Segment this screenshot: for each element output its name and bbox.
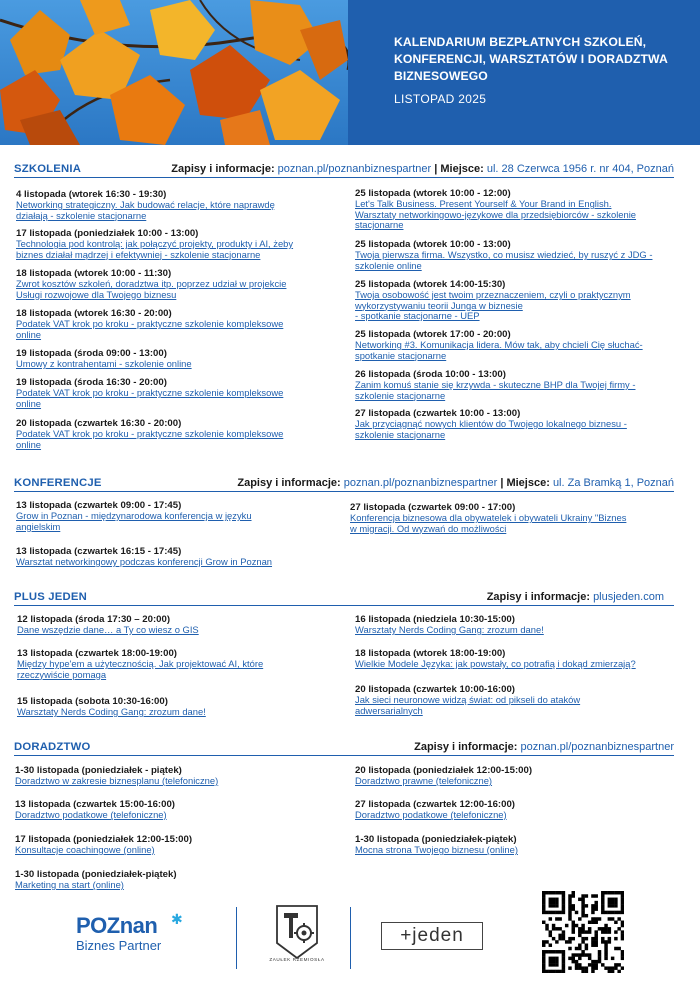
event-date: 16 listopada (niedziela 10:30-15:00): [355, 614, 515, 625]
event-link[interactable]: Zwrot kosztów szkoleń, doradztwa itp. poprzez udział w projekcie: [16, 278, 287, 289]
event-date: 26 listopada (środa 10:00 - 13:00): [355, 369, 506, 380]
event-date: 27 listopada (czwartek 09:00 - 17:00): [350, 502, 516, 513]
event-link[interactable]: Mocna strona Twojego biznesu (online): [355, 844, 518, 855]
event-date: 17 listopada (poniedziałek 12:00-15:00): [15, 834, 193, 845]
section-title: SZKOLENIA: [14, 163, 82, 175]
event-link[interactable]: Doradztwo prawne (telefoniczne): [355, 775, 493, 786]
event-link[interactable]: Let's Talk Business. Present Yourself & Your Brand in English.: [355, 198, 612, 209]
poznan-logo-word: POZnan: [76, 913, 158, 938]
event-date: 1-30 listopada (poniedziałek - piątek): [15, 765, 182, 776]
event-item: [355, 279, 673, 322]
section-header: [14, 162, 674, 178]
info-label: Zapisy i informacje:: [486, 591, 590, 603]
event-item: [16, 418, 316, 450]
event-link[interactable]: spotkanie stacjonarne: [355, 349, 447, 361]
header: [0, 0, 700, 145]
event-link[interactable]: adwersarialnych: [355, 704, 423, 716]
section-szkolenia: [14, 162, 674, 450]
event-link[interactable]: Marketing na start (online): [15, 879, 124, 890]
section-header: [14, 590, 674, 606]
event-item: [355, 799, 673, 821]
event-link[interactable]: w migracji. Od wyzwań do możliwości: [350, 522, 507, 534]
event-link[interactable]: Podatek VAT krok po kroku - praktyczne szkolenie kompleksowe: [16, 428, 284, 439]
event-item: [355, 408, 673, 440]
event-date: 20 listopada (poniedziałek 12:00-15:00): [355, 765, 533, 776]
event-date: 19 listopada (środa 09:00 - 13:00): [16, 348, 167, 359]
event-date: 20 listopada (czwartek 10:00-16:00): [355, 684, 515, 695]
event-date: 25 listopada (wtorek 10:00 - 13:00): [355, 239, 511, 250]
event-link[interactable]: Warsztaty networkingowo-językowe dla przedsiębiorców - szkolenie: [355, 208, 637, 220]
event-link[interactable]: Technologia pod kontrolą: jak połączyć projekty, produkty i AI, żeby: [16, 238, 294, 249]
event-link[interactable]: biznes działał mądrzej i efektywniej - szkolenie stacjonarne: [16, 248, 261, 260]
event-date: 13 listopada (czwartek 16:15 - 17:45): [16, 546, 182, 557]
section-title: DORADZTWO: [14, 741, 91, 753]
event-date: 1-30 listopada (poniedziałek-piątek): [355, 834, 517, 845]
info-label: Zapisy i informacje:: [171, 163, 275, 175]
event-item: [355, 765, 673, 787]
event-link[interactable]: Warsztaty Nerds Coding Gang: zrozum dane!: [355, 624, 544, 635]
event-item: [355, 684, 673, 716]
place-label: Miejsce:: [440, 163, 484, 175]
event-link[interactable]: Jak sieci neuronowe widzą świat: od pikseli do ataków: [355, 694, 581, 705]
event-link[interactable]: online: [16, 328, 42, 340]
page-title: KALENDARIUM BEZPŁATNYCH SZKOLEŃ, KONFERENCJI, WARSZTATÓW I DORADZTWA BIZNESOWEGO: [394, 35, 668, 83]
event-link[interactable]: Podatek VAT krok po kroku - praktyczne szkolenie kompleksowe: [16, 318, 284, 329]
section-title: PLUS JEDEN: [14, 591, 87, 603]
poznan-logo-sub: Biznes Partner: [76, 938, 162, 953]
divider: [236, 907, 237, 969]
event-link[interactable]: Warsztaty Nerds Coding Gang: zrozum dane!: [17, 706, 206, 717]
event-date: 27 listopada (czwartek 10:00 - 13:00): [355, 408, 521, 419]
event-date: 4 listopada (wtorek 16:30 - 19:30): [16, 189, 167, 200]
event-date: 18 listopada (wtorek 10:00 - 11:30): [16, 268, 172, 279]
section-header: [14, 740, 674, 756]
event-date: 27 listopada (czwartek 12:00-16:00): [355, 799, 515, 810]
info-link[interactable]: poznan.pl/poznanbiznespartner: [520, 741, 674, 753]
footer-logos: [0, 895, 700, 990]
event-date: 19 listopada (środa 16:30 - 20:00): [16, 377, 167, 388]
event-item: [16, 228, 316, 260]
separator: |: [500, 477, 504, 489]
qr-code-icon[interactable]: [542, 891, 624, 978]
event-link[interactable]: Dane wszędzie dane… a Ty co wiesz o GIS: [17, 624, 199, 635]
event-item: [17, 614, 317, 636]
info-link[interactable]: poznan.pl/poznanbiznespartner: [277, 163, 432, 175]
event-date: 18 listopada (wtorek 18:00-19:00): [355, 648, 506, 659]
page-subtitle: LISTOPAD 2025: [394, 92, 487, 106]
event-date: 18 listopada (wtorek 16:30 - 20:00): [16, 308, 172, 319]
event-date: 15 listopada (sobota 10:30-16:00): [17, 696, 168, 707]
event-date: 25 listopada (wtorek 17:00 - 20:00): [355, 329, 511, 340]
autumn-leaves-image: [0, 0, 348, 145]
event-item: [15, 869, 315, 891]
event-link[interactable]: stacjonarne: [355, 219, 404, 231]
event-item: [16, 348, 316, 370]
section-konferencje: [14, 476, 674, 567]
event-link[interactable]: Doradztwo podatkowe (telefoniczne): [15, 809, 167, 820]
event-date: 13 listopada (czwartek 09:00 - 17:45): [16, 500, 182, 511]
event-item: [16, 546, 316, 568]
event-link[interactable]: angielskim: [16, 520, 61, 532]
zaulek-rzemiosla-logo[interactable]: [269, 903, 325, 969]
event-item: [15, 834, 315, 856]
event-item: [16, 268, 316, 300]
event-link[interactable]: online: [16, 438, 42, 450]
event-item: [16, 377, 316, 409]
divider: [350, 907, 351, 969]
section-info: [171, 163, 674, 175]
event-link[interactable]: Jak przyciągnąć nowych klientów do Twojego lokalnego biznesu -: [355, 418, 627, 429]
event-link[interactable]: Usługi rozwojowe dla Twojego biznesu: [16, 288, 177, 300]
info-link[interactable]: plusjeden.com: [593, 591, 664, 603]
event-date: 12 listopada (środa 17:30 – 20:00): [17, 614, 171, 625]
info-link[interactable]: poznan.pl/poznanbiznespartner: [343, 477, 498, 489]
event-date: 20 listopada (czwartek 16:30 - 20:00): [16, 418, 182, 429]
event-item: [17, 696, 317, 718]
event-link[interactable]: Umowy z kontrahentami - szkolenie online: [16, 358, 192, 369]
star-icon: ✱: [171, 911, 183, 927]
section-info: [487, 591, 664, 603]
plus-jeden-logo[interactable]: +jeden: [381, 922, 483, 950]
event-link[interactable]: Wielkie Modele Języka: jak powstały, co potrafią i dokąd zmierzają?: [355, 658, 636, 669]
event-link[interactable]: - spotkanie stacjonarne - UEP: [355, 310, 480, 322]
zaulek-text: ZAUŁEK RZEMIOSŁA: [269, 957, 325, 962]
event-date: 13 listopada (czwartek 18:00-19:00): [17, 648, 177, 659]
event-link[interactable]: Doradztwo w zakresie biznesplanu (telefoniczne): [15, 775, 219, 786]
event-link[interactable]: szkolenie online: [355, 259, 422, 271]
event-item: [355, 188, 673, 231]
section-doradztwo: [14, 740, 674, 890]
event-link[interactable]: Networking #3. Komunikacja lidera. Mów tak, aby chcieli Cię słuchać-: [355, 339, 643, 350]
poznan-logo[interactable]: [76, 911, 183, 953]
event-link[interactable]: rzeczywiście pomaga: [17, 668, 107, 680]
event-item: [355, 329, 673, 361]
event-item: [15, 765, 315, 787]
event-item: [355, 614, 673, 636]
event-link[interactable]: szkolenie stacjonarne: [355, 389, 446, 401]
event-item: [16, 500, 316, 532]
event-date: 17 listopada (poniedziałek 10:00 - 13:00): [16, 228, 199, 239]
event-item: [355, 369, 673, 401]
event-link[interactable]: Warsztat networkingowy podczas konferencji Grow in Poznan: [16, 556, 273, 567]
info-label: Zapisy i informacje:: [237, 477, 341, 489]
info-label: Zapisy i informacje:: [414, 741, 518, 753]
title-panel: [348, 0, 700, 145]
section-info: [414, 741, 674, 753]
event-item: [350, 502, 670, 534]
place-value: ul. 28 Czerwca 1956 r. nr 404, Poznań: [486, 163, 674, 175]
event-item: [16, 308, 316, 340]
event-item: [355, 239, 673, 271]
section-header: [14, 476, 674, 492]
event-link[interactable]: Zanim komuś stanie się krzywda - skuteczne BHP dla Twojej firmy -: [355, 379, 636, 390]
separator: |: [434, 163, 438, 175]
event-item: [355, 648, 673, 670]
event-link[interactable]: Podatek VAT krok po kroku - praktyczne szkolenie kompleksowe: [16, 387, 284, 398]
section-info: [237, 477, 674, 489]
event-link[interactable]: Konsultacje coachingowe (online): [15, 844, 155, 855]
event-date: 1-30 listopada (poniedziałek-piątek): [15, 869, 177, 880]
event-link[interactable]: wykorzystywaniu teorii Junga w biznesie: [355, 299, 523, 311]
place-value: ul. Za Bramką 1, Poznań: [552, 477, 674, 489]
event-link[interactable]: Networking strategiczny. Jak budować relacje, które naprawdę: [16, 199, 275, 210]
event-link[interactable]: Twoja pierwsza firma. Wszystko, co musisz wiedzieć, by ruszyć z JDG -: [355, 249, 653, 260]
section-plus-jeden: [14, 590, 674, 717]
event-link[interactable]: Między hype'em a użytecznością. Jak projektować AI, które: [17, 658, 264, 669]
event-date: 25 listopada (wtorek 14:00-15:30): [355, 279, 506, 290]
event-link[interactable]: szkolenie stacjonarne: [355, 428, 446, 440]
event-link[interactable]: Doradztwo podatkowe (telefoniczne): [355, 809, 507, 820]
event-link[interactable]: działają - szkolenie stacjonarne: [16, 209, 147, 221]
event-item: [16, 189, 316, 221]
section-title: KONFERENCJE: [14, 477, 102, 489]
event-item: [15, 799, 315, 821]
event-link[interactable]: Twoja osobowość jest twoim przeznaczeniem, czyli o praktycznym: [355, 289, 631, 300]
event-item: [355, 834, 673, 856]
event-item: [17, 648, 317, 680]
event-link[interactable]: online: [16, 397, 42, 409]
event-link[interactable]: Konferencja biznesowa dla obywatelek i obywateli Ukrainy "Biznes: [350, 512, 627, 523]
event-link[interactable]: Grow in Poznan - międzynarodowa konferencja w języku: [16, 510, 252, 521]
event-date: 13 listopada (czwartek 15:00-16:00): [15, 799, 175, 810]
place-label: Miejsce:: [506, 477, 550, 489]
event-date: 25 listopada (wtorek 10:00 - 12:00): [355, 188, 511, 199]
